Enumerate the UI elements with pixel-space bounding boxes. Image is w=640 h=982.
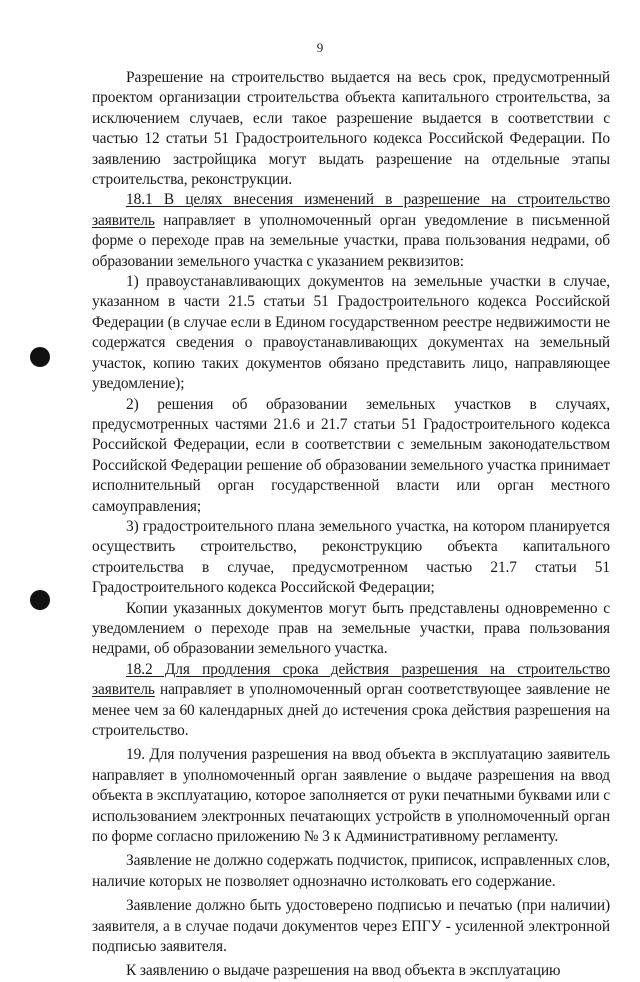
paragraph-copies [92, 599, 610, 660]
paragraph-item-3 [92, 517, 610, 599]
paragraph-item-2 [92, 395, 610, 517]
paragraph-18-1-underlined-lead: 18.1 В целях внесения изменений в разрешение на строительство заявитель [92, 191, 610, 229]
paragraph-19 [92, 745, 610, 847]
paragraph-text: направляет в уполномоченный орган соответствующее заявление не менее чем за 60 календарных дней до истечения срока действия разрешения на строительство. [92, 681, 610, 739]
paragraph-18-1 [92, 190, 610, 272]
paragraph-text: 19. Для получения разрешения на ввод объекта в эксплуатацию заявитель направляет в уполномоченный орган заявление о выдаче разрешения на ввод объекта в эксплуатацию, которое заполняется от руки печатными буквами или с использованием электронных печатающих устройств в уполномоченный орган по форме согласно приложению № 3 к Административному регламенту. [92, 746, 610, 846]
paragraph-text: 2) решения об образовании земельных участков в случаях, предусмотренных частями 21.6 и 21.7 статьи 51 Градостроительного кодекса Российской Федерации, если в соответствии с земельным законодательством Российской Федерации решение об образовании земельного участка принимает исполнительный орган государственной власти или орган местного самоуправления; [92, 395, 610, 515]
paragraph-signature [92, 896, 610, 957]
punch-hole-mark [30, 590, 50, 610]
document-body [92, 68, 610, 982]
paragraph-18-2 [92, 660, 610, 742]
punch-hole-mark [30, 347, 50, 367]
paragraph-text: 3) градостроительного плана земельного участка, на котором планируется осуществить строительство, реконструкцию объекта капитального строительства в случае, предусмотренном частью 21.7 статьи 51 Градостроительного кодекса Российской Федерации; [92, 517, 610, 597]
paragraph-text: Разрешение на строительство выдается на весь срок, предусмотренный проектом организации строительства объекта капитального строительства, за исключением случаев, если такое разрешение выдается в соответствии с частью 12 статьи 51 Градостроительного кодекса Российской Федерации. По заявлению застройщика могут выдать разрешение на отдельные этапы строительства, реконструкции. [92, 69, 610, 189]
paragraph-item-1 [92, 272, 610, 394]
paragraph-text: Заявление должно быть удостоверено подписью и печатью (при наличии) заявителя, а в случае подачи документов через ЕПГУ - усиленной электронной подписью заявителя. [92, 897, 610, 956]
paragraph-text: направляет в уполномоченный орган уведомление в письменной форме о переходе прав на земельные участки, права пользования недрами, об образовании земельного участка с указанием реквизитов: [92, 211, 610, 270]
paragraph-no-corrections [92, 851, 610, 892]
page-number: 9 [316, 40, 324, 55]
paragraph-permit-term [92, 68, 610, 190]
paragraph-attachment [92, 961, 610, 981]
paragraph-text: Копии указанных документов могут быть представлены одновременно с уведомлением о переходе прав на земельные участки, права пользования недрами, об образовании земельного участка. [92, 599, 610, 658]
paragraph-text: 1) правоустанавливающих документов на земельные участки в случае, указанном в части 21.5 статьи 51 Градостроительного кодекса Российской Федерации (в случае если в Едином государственном реестре недвижимости не содержатся сведения о правоустанавливающих документах на земельный участок, копию таких документов обязано представить лицо, направляющее уведомление); [92, 273, 610, 393]
paragraph-18-2-underlined-lead: 18.2 Для продления срока действия разрешения на строительство заявитель [92, 660, 610, 699]
paragraph-text: К заявлению о выдаче разрешения на ввод объекта в эксплуатацию [126, 962, 561, 980]
paragraph-text: Заявление не должно содержать подчисток, приписок, исправленных слов, наличие которых не позволяет однозначно истолковать его содержание. [92, 852, 610, 890]
